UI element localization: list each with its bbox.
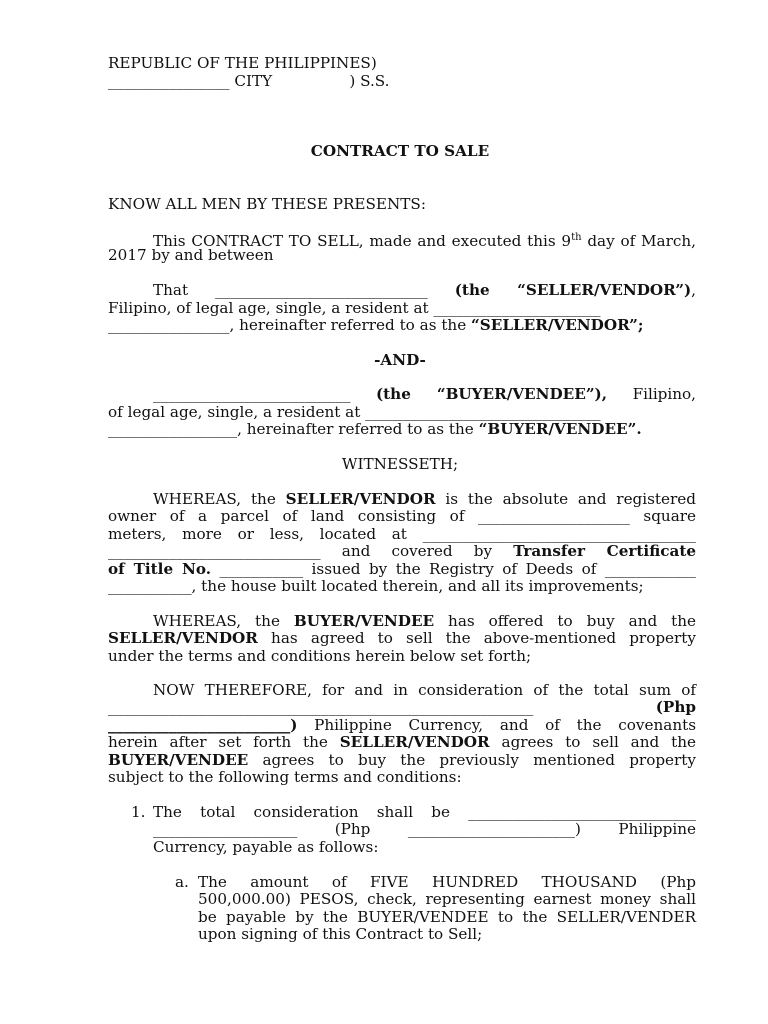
item1-number: 1. xyxy=(131,803,146,821)
whereas1-line-6: ___________, the house built located therein, and all its improvements; xyxy=(108,577,644,595)
intro-line-1: This CONTRACT TO SELL, made and executed this 9th day of March, xyxy=(153,232,696,250)
whereas1-line-2: owner of a parcel of land consisting of ____________________ square xyxy=(108,507,696,525)
whereas1-line-5: of Title No. ___________ issued by the Registry of Deeds of ____________ xyxy=(108,560,696,578)
item1a-line-4: upon signing of this Contract to Sell; xyxy=(198,925,483,943)
now-therefore-line-4: herein after set forth the SELLER/VENDOR agrees to sell and the xyxy=(108,733,696,751)
item1-line-3: Currency, payable as follows: xyxy=(153,838,379,856)
buyer-line-1: __________________________ (the “BUYER/VENDEE”), Filipino, xyxy=(153,385,697,403)
now-therefore-line-6: subject to the following terms and conditions: xyxy=(108,768,462,786)
whereas1-line-1: WHEREAS, the SELLER/VENDOR is the absolute and registered xyxy=(153,490,696,508)
witnesseth-heading: WITNESSETH; xyxy=(341,455,459,473)
caption-city-line: ________________ CITY ) S.S. xyxy=(108,72,390,90)
now-therefore-line-1: NOW THEREFORE, for and in consideration of the total sum of xyxy=(153,681,696,699)
now-therefore-line-2: ________________________________________________________ (Php xyxy=(108,698,696,716)
item1a-letter: a. xyxy=(175,873,189,891)
intro-line-2: 2017 by and between xyxy=(108,246,274,264)
whereas1-line-3: meters, more or less, located at ____________________________________ xyxy=(108,525,696,543)
whereas2-line-2: SELLER/VENDOR has agreed to sell the above-mentioned property xyxy=(108,629,696,647)
now-therefore-line-5: BUYER/VENDEE agrees to buy the previously mentioned property xyxy=(108,751,696,769)
item1-line-1: The total consideration shall be ______________________________ xyxy=(153,803,696,821)
now-therefore-line-3: ________________________) Philippine Currency, and of the covenants xyxy=(108,716,696,734)
item1-line-2: ___________________ (Php ______________________) Philippine xyxy=(153,820,696,838)
whereas2-line-3: under the terms and conditions herein below set forth; xyxy=(108,647,532,665)
know-all-men: KNOW ALL MEN BY THESE PRESENTS: xyxy=(108,195,426,213)
item1a-line-3: be payable by the BUYER/VENDEE to the SELLER/VENDER xyxy=(198,908,696,926)
item1a-line-1: The amount of FIVE HUNDRED THOUSAND (Php xyxy=(198,873,696,891)
and-separator: -AND- xyxy=(374,351,426,369)
buyer-line-2: of legal age, single, a resident at _______________________________ xyxy=(108,403,601,421)
seller-line-2: Filipino, of legal age, single, a resident at ______________________ xyxy=(108,299,601,317)
seller-line-1: That ____________________________ (the “SELLER/VENDOR”), xyxy=(153,281,696,299)
whereas1-line-4: ____________________________ and covered by Transfer Certificate xyxy=(108,542,697,560)
caption-republic: REPUBLIC OF THE PHILIPPINES) xyxy=(108,54,377,72)
seller-line-3: ________________, hereinafter referred to as the “SELLER/VENDOR”; xyxy=(108,316,644,334)
whereas2-line-1: WHEREAS, the BUYER/VENDEE has offered to buy and the xyxy=(153,612,697,630)
buyer-line-3: _________________, hereinafter referred to as the “BUYER/VENDEE”. xyxy=(108,420,642,438)
item1a-line-2: 500,000.00) PESOS, check, representing earnest money shall xyxy=(198,890,696,908)
document-title: CONTRACT TO SALE xyxy=(310,142,490,160)
